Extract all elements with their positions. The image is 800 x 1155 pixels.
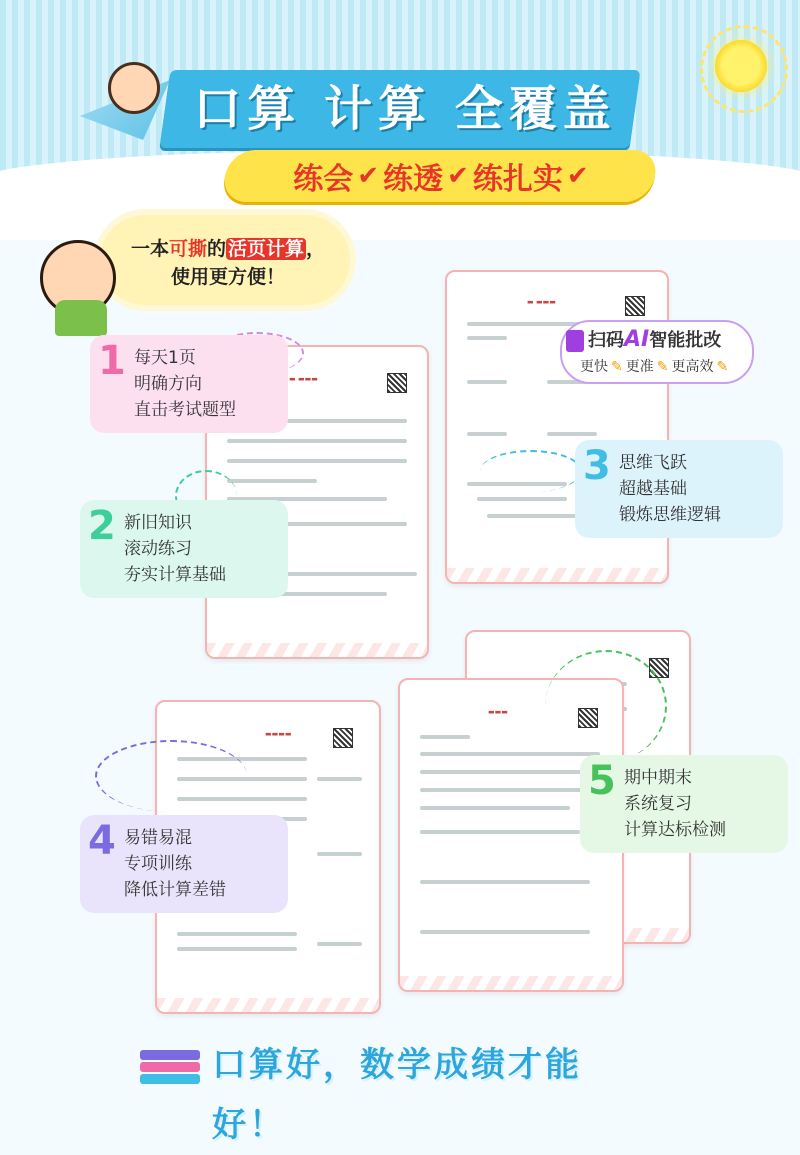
check-icon: ✔	[447, 161, 469, 191]
feature-line: 直击考试题型	[134, 400, 236, 420]
worksheet-line	[420, 930, 590, 934]
worksheet-footer	[400, 976, 622, 990]
worksheet-line	[547, 432, 597, 436]
book-shape	[140, 1050, 200, 1060]
worksheet-line	[177, 932, 297, 936]
intro-text	[118, 235, 338, 291]
pencil-icon: ✎	[611, 359, 623, 375]
feature-tag-5	[580, 755, 788, 853]
worksheet-title: ▬▬▬▬	[265, 730, 292, 738]
worksheet-line	[317, 942, 362, 946]
feature-line: 思维飞跃	[619, 453, 687, 473]
feature-number: 5	[588, 758, 616, 804]
intro-line-2: 使用更方便！	[170, 266, 285, 288]
worksheet-line	[227, 439, 407, 443]
feature-line: 明确方向	[134, 374, 202, 394]
qr-code-icon	[333, 728, 353, 748]
page-title: 口算 计算 全覆盖	[193, 81, 617, 137]
worksheet-line	[227, 459, 407, 463]
pencil-icon: ✎	[656, 359, 669, 375]
feature-line: 降低计算差错	[124, 880, 226, 900]
feature-number: 2	[88, 503, 116, 549]
worksheet-line	[477, 497, 567, 501]
pencil-icon: ✎	[716, 359, 729, 375]
ai-benefit-faster: 更快	[580, 359, 608, 375]
worksheet-footer	[447, 568, 667, 582]
feature-line: 计算达标检测	[624, 820, 726, 840]
connector-5	[545, 650, 667, 762]
check-icon: ✔	[566, 161, 589, 191]
worksheet-line	[420, 735, 470, 739]
feature-line: 锻炼思维逻辑	[619, 505, 721, 525]
worksheet-line	[420, 880, 590, 884]
intro-highlight-tearable: 可撕	[168, 238, 207, 260]
scan-phone-icon	[566, 330, 584, 352]
feature-line: 易错易混	[124, 828, 192, 848]
worksheet-line	[467, 322, 587, 326]
worksheet-title: ▬ ▬▬▬	[527, 298, 556, 306]
ai-benefits	[580, 356, 731, 376]
worksheet-line	[420, 830, 580, 834]
ai-title-suffix: 智能批改	[649, 330, 722, 351]
feature-line: 夯实计算基础	[124, 565, 226, 585]
subtitle-part-1: 练会	[293, 162, 354, 197]
kid-illustration	[108, 62, 160, 114]
feature-number: 4	[88, 818, 116, 864]
worksheet-line	[467, 380, 507, 384]
ai-title-prefix: 扫码	[588, 330, 624, 351]
feature-line: 滚动练习	[124, 539, 192, 559]
connector-4	[95, 740, 247, 812]
footer-slogan: 口算好，数学成绩才能好！	[212, 1045, 582, 1145]
feature-tag-1	[90, 335, 288, 433]
feature-tag-4	[80, 815, 288, 913]
feature-number: 1	[98, 338, 126, 384]
feature-line: 专项训练	[124, 854, 192, 874]
qr-code-icon	[625, 296, 645, 316]
feature-line: 超越基础	[619, 479, 687, 499]
feature-line: 系统复习	[624, 794, 692, 814]
worksheet-line	[317, 777, 362, 781]
worksheet-line	[177, 947, 297, 951]
book-shape	[140, 1074, 200, 1084]
qr-code-icon	[387, 373, 407, 393]
worksheet-title: ▬▬▬	[488, 708, 508, 716]
feature-line: 新旧知识	[124, 513, 192, 533]
worksheet-line	[317, 852, 362, 856]
intro-text-mid: 的	[206, 238, 226, 260]
ai-benefit-accurate: 更准	[625, 359, 654, 375]
book-shape	[140, 1062, 200, 1072]
check-icon: ✔	[357, 161, 380, 191]
subtitle-part-2: 练透	[383, 162, 444, 197]
feature-tag-3	[575, 440, 783, 538]
subtitle-part-3: 练扎实	[472, 162, 563, 197]
ai-benefit-efficient: 更高效	[671, 359, 714, 375]
intro-highlight-loose-leaf: 活页计算	[228, 238, 305, 260]
subtitle	[232, 154, 652, 198]
ai-label: AI	[624, 327, 650, 352]
worksheet-title: ▬ ▬▬▬	[289, 375, 318, 383]
boy-body-illustration	[55, 300, 107, 336]
worksheet-line	[420, 788, 600, 792]
worksheet-footer	[157, 998, 379, 1012]
books-icon	[140, 1040, 200, 1088]
worksheet-line	[467, 336, 507, 340]
ai-title	[588, 326, 721, 352]
worksheet-line	[420, 770, 600, 774]
feature-line: 每天1页	[134, 348, 196, 368]
feature-tag-2	[80, 500, 288, 598]
feature-line: 期中期末	[624, 768, 692, 788]
intro-text-comma: ，	[306, 238, 326, 260]
intro-text-prefix: 一本	[130, 238, 169, 260]
worksheet-line	[420, 806, 570, 810]
worksheet-line	[467, 432, 507, 436]
worksheet-line	[227, 479, 317, 483]
sun-icon	[715, 40, 767, 92]
feature-number: 3	[583, 443, 611, 489]
connector-3	[480, 450, 582, 492]
worksheet-footer	[207, 643, 427, 657]
